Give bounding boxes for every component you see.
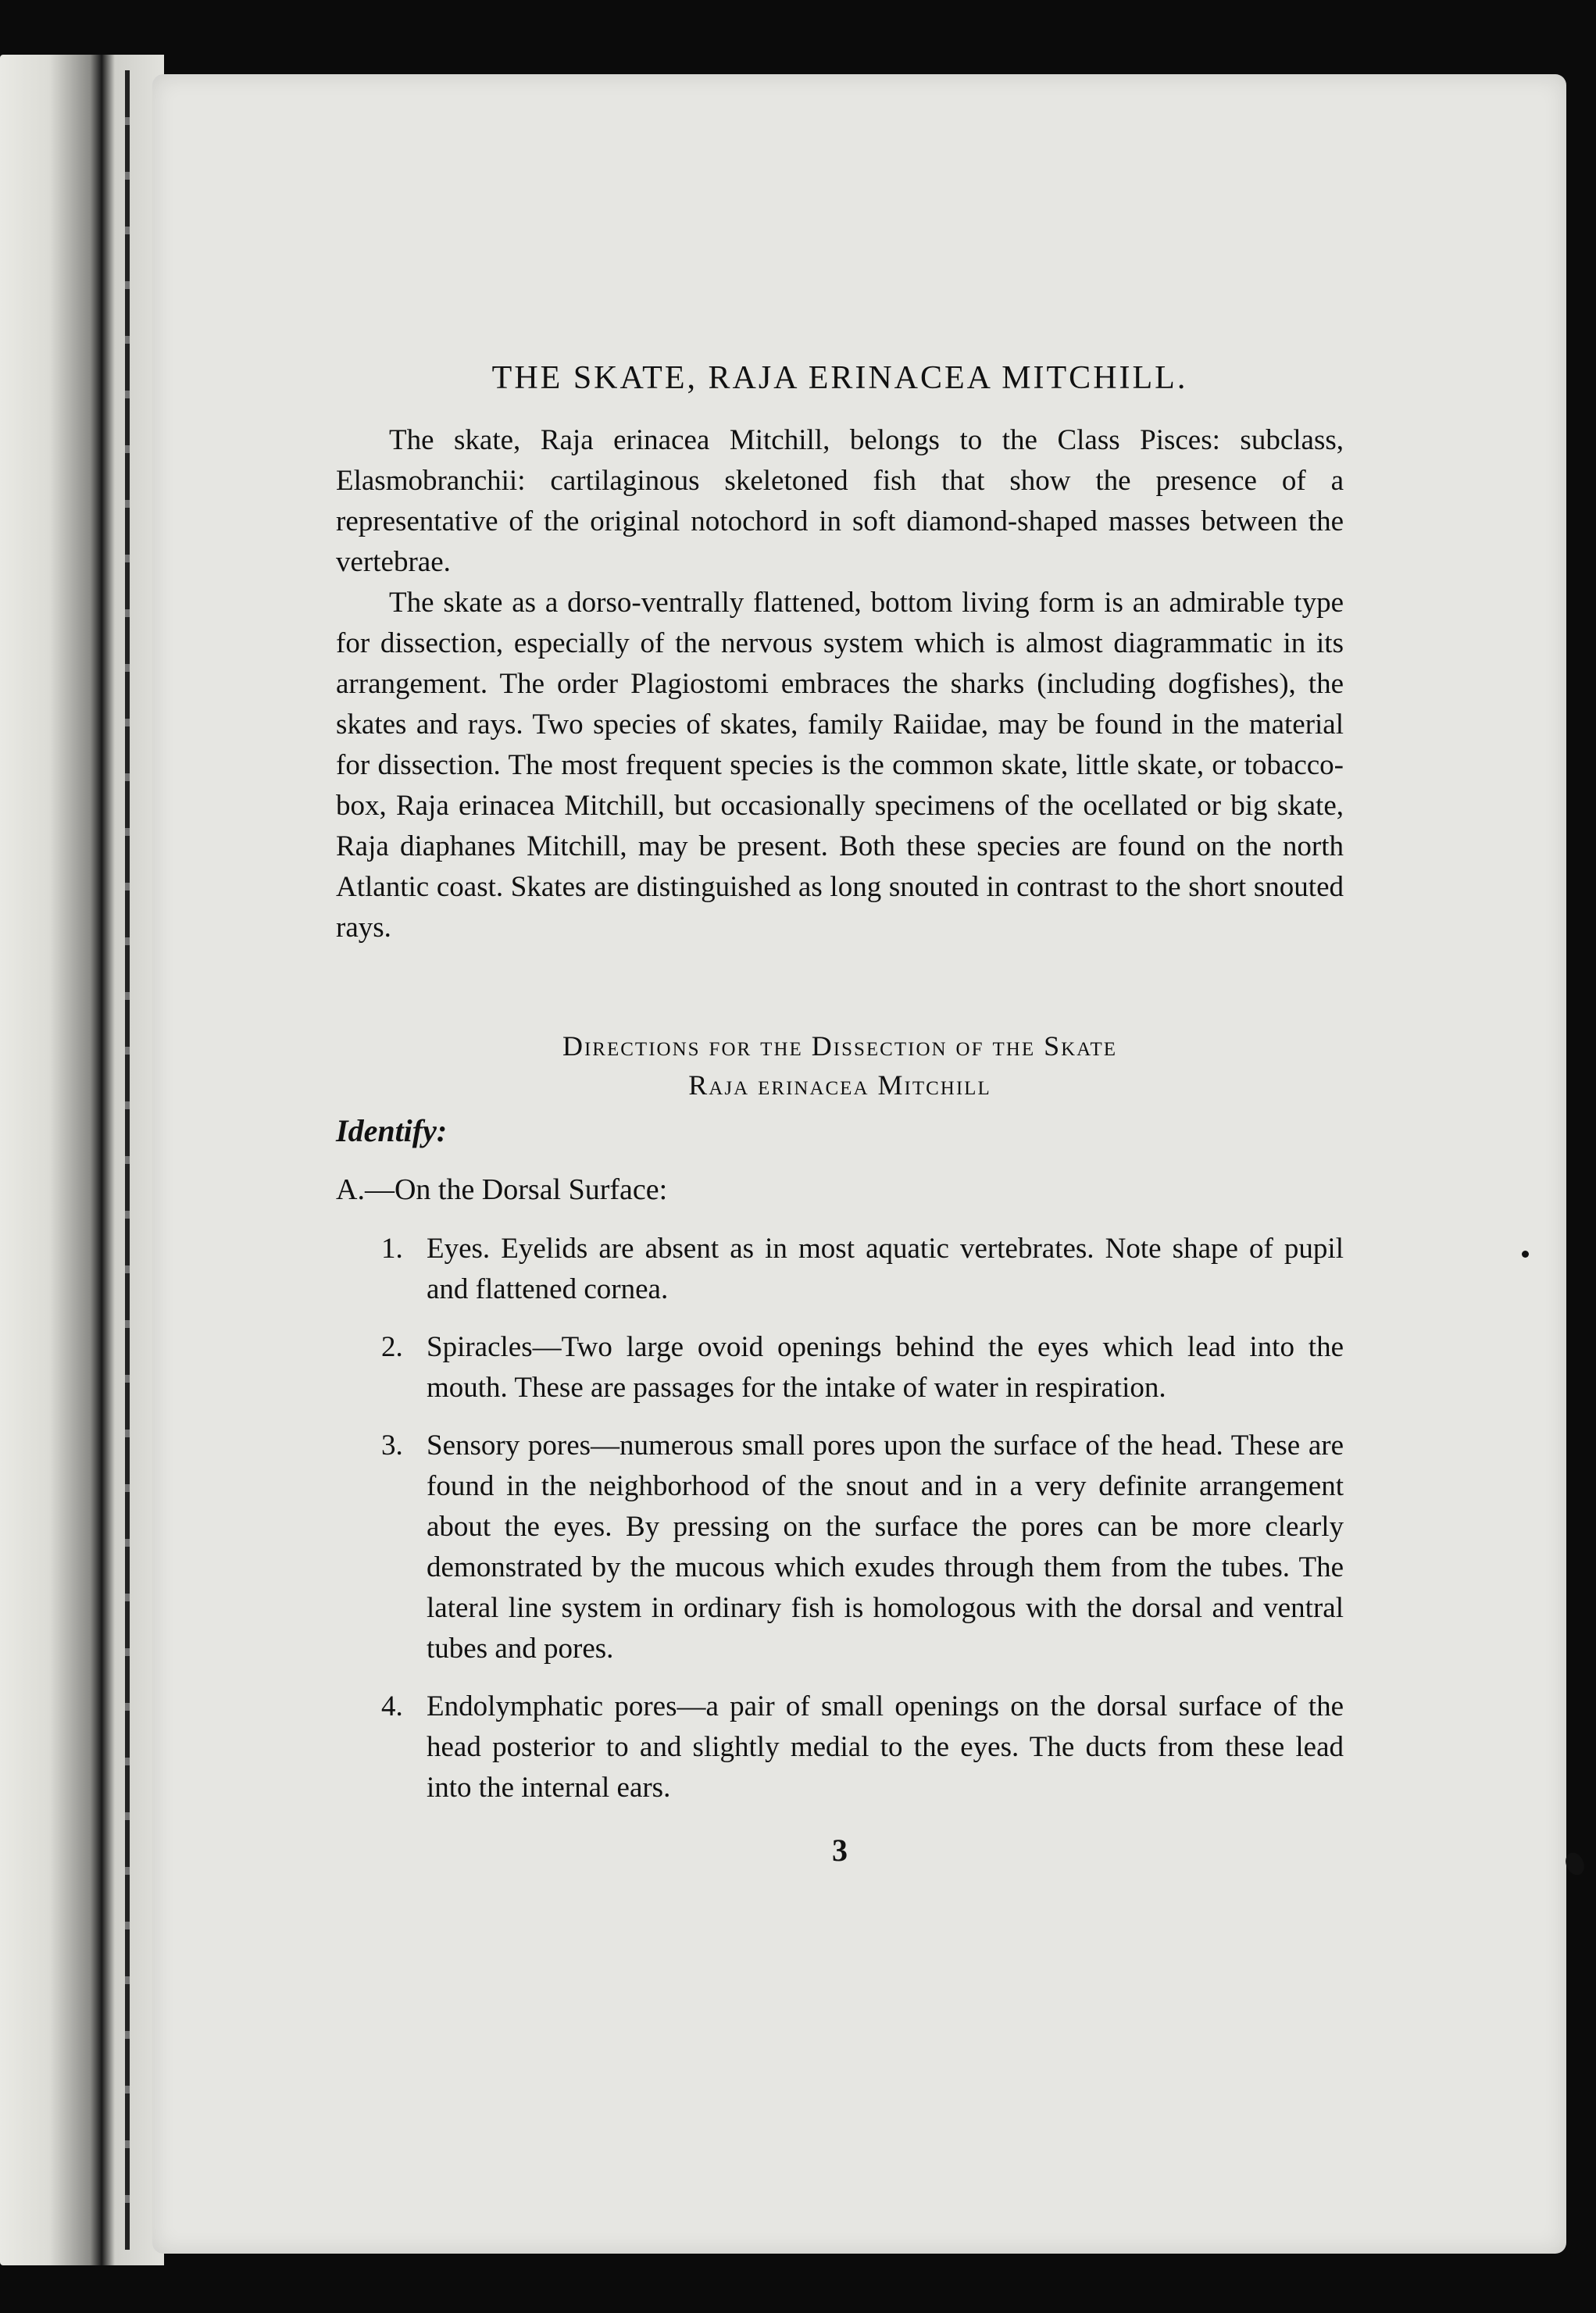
directions-heading-line1: Directions for the Dissection of the Skate xyxy=(562,1030,1118,1062)
dorsal-surface-subhead: A.—On the Dorsal Surface: xyxy=(336,1173,668,1206)
list-item xyxy=(336,1426,1344,1669)
list-item-text: Spiracles—Two large ovoid openings behind the eyes which lead into the mouth. These are passages for the intake of water in respiration. xyxy=(427,1331,1344,1404)
list-item-number: 2. xyxy=(381,1331,403,1363)
page-content xyxy=(336,359,1344,1869)
list-item-number: 3. xyxy=(381,1430,403,1462)
identify-list xyxy=(336,1229,1344,1808)
list-item xyxy=(336,1327,1344,1408)
list-item-text: Endolymphatic pores—a pair of small openings on the dorsal surface of the head posterior to and slightly medial to the eyes. The ducts from these lead into the internal ears. xyxy=(427,1690,1344,1804)
intro-paragraph: The skate, Raja erinacea Mitchill, belongs to the Class Pisces: subclass, Elasmobranchii: cartilaginous skeletoned fish that show the presence of a representative of the original notochord in soft diamond-shaped masses between the vertebrae. xyxy=(336,424,1344,578)
list-item-number: 1. xyxy=(381,1233,403,1265)
page-number: 3 xyxy=(832,1833,848,1868)
list-item-text: Eyes. Eyelids are absent as in most aquatic vertebrates. Note shape of pupil and flattened cornea. xyxy=(427,1233,1344,1305)
page-title: THE SKATE, RAJA ERINACEA MITCHILL. xyxy=(491,360,1188,396)
list-item xyxy=(336,1229,1344,1310)
binding-edge xyxy=(125,70,130,2250)
list-item-text: Sensory pores—numerous small pores upon the surface of the head. These are found in the neighborhood of the snout and in a very definite arrangement about the eyes. By pressing on the surface the pores can be more clearly demonstrated by the mucous which exudes through them from the tubes. The lateral line system in ordinary fish is homologous with the dorsal and ventral tubes and pores. xyxy=(427,1430,1344,1665)
ink-speck xyxy=(1522,1251,1529,1258)
list-item-number: 4. xyxy=(381,1690,403,1722)
description-paragraph: The skate as a dorso-ventrally flattened, bottom living form is an admirable type for dissection, especially of the nervous system which is almost diagrammatic in its arrangement. The order Plagiostomi embraces the sharks (including dogfishes), the skates and rays. Two species of skates, family Raiidae, may be found in the material for dissection. The most frequent species is the common skate, little skate, or tobacco-box, Raja erinacea Mitchill, but occasionally specimens of the ocellated or big skate, Raja diaphanes Mitchill, may be present. Both these species are found on the north Atlantic coast. Skates are distinguished as long snouted in contrast to the short snouted rays. xyxy=(336,587,1344,944)
directions-heading-line2: Raja erinacea Mitchill xyxy=(688,1069,991,1101)
book-spine xyxy=(0,55,164,2265)
identify-label: Identify: xyxy=(336,1113,448,1148)
list-item xyxy=(336,1687,1344,1808)
directions-heading xyxy=(336,1026,1344,1105)
